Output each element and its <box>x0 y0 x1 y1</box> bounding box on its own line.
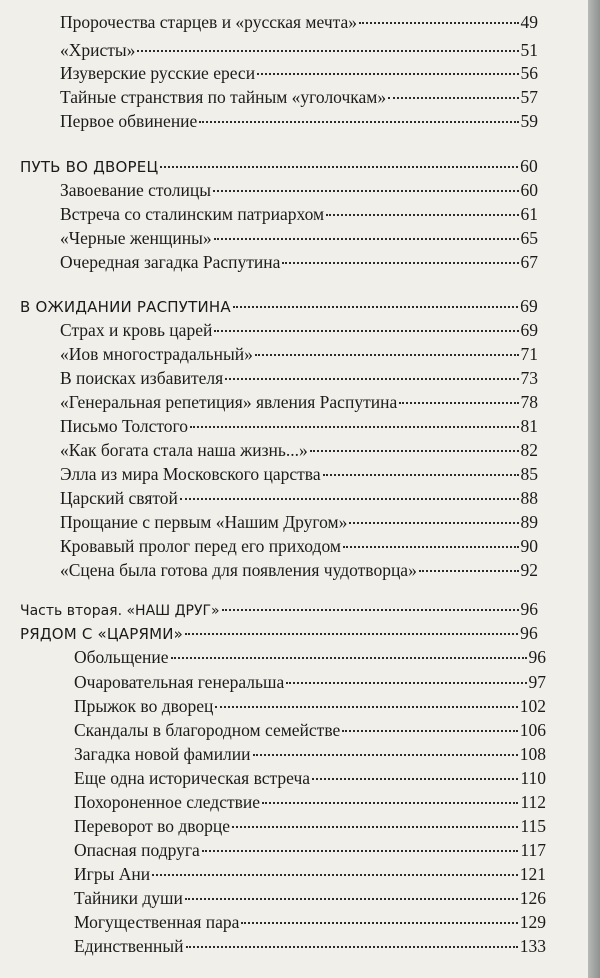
toc-entry <box>60 488 538 512</box>
book-spine-shadow <box>588 0 600 978</box>
toc-entry-title: Кровавый пролог перед его приходом <box>60 536 341 556</box>
toc-entry-title: Первое обвинение <box>60 111 198 131</box>
toc-entry-page: 65 <box>520 228 538 248</box>
toc-entry-title: Загадка новой фамилии <box>74 744 251 764</box>
toc-entry-page: 60 <box>520 180 538 200</box>
toc-entry-title: Тайники души <box>74 888 183 908</box>
toc-leader-dots <box>185 633 518 635</box>
toc-entry <box>60 204 538 228</box>
toc-leader-dots <box>282 262 518 264</box>
toc-entry <box>74 936 546 960</box>
toc-leader-dots <box>399 402 518 404</box>
toc-entry-title: В поисках избавителя <box>60 368 224 388</box>
toc-entry <box>74 840 546 864</box>
toc-entry-page: 121 <box>519 864 546 884</box>
toc-entry-page: 69 <box>520 320 538 340</box>
toc-leader-dots <box>137 50 518 52</box>
toc-leader-dots <box>257 73 518 75</box>
toc-leader-dots <box>190 426 518 428</box>
toc-entry <box>60 440 538 464</box>
toc-leader-dots <box>186 946 518 948</box>
toc-entry-title: «Черные женщины» <box>60 228 212 248</box>
toc-entry-title: Игры Ани <box>74 864 151 884</box>
toc-entry-title: Завоевание столицы <box>60 180 212 200</box>
toc-leader-dots <box>349 522 518 524</box>
toc-entry-page: 110 <box>520 768 546 788</box>
toc-entry-title: Опасная подруга <box>74 840 200 860</box>
toc-entry-page: 117 <box>520 840 546 860</box>
toc-entry-title: Скандалы в благородном семействе <box>74 720 341 740</box>
toc-leader-dots <box>323 474 519 476</box>
toc-entry <box>60 87 538 111</box>
toc-entry <box>60 560 538 584</box>
toc-entry <box>74 792 546 816</box>
toc-section-title: РЯДОМ С «ЦАРЯМИ» <box>20 625 184 643</box>
toc-entry-page: 97 <box>528 672 546 692</box>
toc-entry-page: 92 <box>520 560 538 580</box>
toc-entry <box>60 12 538 36</box>
toc-entry <box>60 320 538 344</box>
toc-entry-title: Письмо Толстого <box>60 416 189 436</box>
toc-section-title: В ОЖИДАНИИ РАСПУТИНА <box>20 298 231 316</box>
toc-entry <box>60 63 538 87</box>
toc-section-page: 69 <box>520 296 538 316</box>
toc-entry-page: 73 <box>520 368 538 388</box>
toc-entry-title: Очаровательная генеральша <box>74 672 285 692</box>
toc-leader-dots <box>222 609 519 611</box>
toc-leader-dots <box>171 657 527 659</box>
toc-leader-dots <box>214 330 518 332</box>
toc-leader-dots <box>160 166 518 168</box>
toc-entry <box>74 888 546 912</box>
toc-entry-title: «Как богата стала наша жизнь...» <box>60 440 308 460</box>
toc-entry <box>60 40 538 64</box>
toc-leader-dots <box>419 570 519 572</box>
toc-entry-page: 61 <box>520 204 538 224</box>
toc-leader-dots <box>225 378 518 380</box>
toc-leader-dots <box>286 682 526 684</box>
toc-leader-dots <box>152 874 518 876</box>
toc-leader-dots <box>241 922 517 924</box>
toc-entry-title: Обольщение <box>74 647 169 667</box>
toc-leader-dots <box>388 97 518 99</box>
toc-entry-title: Прощание с первым «Нашим Другом» <box>60 512 348 532</box>
toc-entry-title: «Сцена была готова для появления чудотворца» <box>60 560 417 580</box>
toc-entry <box>60 416 538 440</box>
toc-entry-title: Страх и кровь царей <box>60 320 213 340</box>
toc-entry-title: Изуверские русские ереси <box>60 63 256 83</box>
toc-entry-page: 59 <box>520 111 538 131</box>
toc-entry-title: Царский святой <box>60 488 178 508</box>
toc-entry-title: «Христы» <box>60 40 136 60</box>
toc-entry <box>74 696 546 720</box>
toc-leader-dots <box>255 354 519 356</box>
toc-entry <box>60 111 538 135</box>
toc-entry-page: 56 <box>520 63 538 83</box>
toc-section-page: 60 <box>520 156 538 176</box>
toc-leader-dots <box>199 121 518 123</box>
toc-entry <box>60 512 538 536</box>
toc-entry <box>74 912 546 936</box>
toc-entry-title: Могущественная пара <box>74 912 240 932</box>
toc-leader-dots <box>253 754 518 756</box>
toc-entry-page: 67 <box>520 252 538 272</box>
toc-entry-title: Еще одна историческая встреча <box>74 768 311 788</box>
toc-entry-page: 89 <box>520 512 538 532</box>
toc-entry <box>60 368 538 392</box>
toc-entry <box>74 720 546 744</box>
toc-entry-page: 82 <box>520 440 538 460</box>
toc-entry-page: 49 <box>520 12 538 32</box>
toc-leader-dots <box>312 778 518 780</box>
toc-entry-page: 102 <box>519 696 546 716</box>
toc-entry-page: 90 <box>520 536 538 556</box>
toc-part-heading <box>20 599 538 623</box>
toc-entry <box>60 464 538 488</box>
toc-entry <box>74 647 546 671</box>
toc-leader-dots <box>202 850 519 852</box>
toc-leader-dots <box>342 730 517 732</box>
toc-entry-title: Пророчества старцев и «русская мечта» <box>60 12 358 32</box>
toc-leader-dots <box>180 498 519 500</box>
toc-entry-title: «Генеральная репетиция» явления Распутина <box>60 392 398 412</box>
toc-entry <box>60 228 538 252</box>
toc-leader-dots <box>262 802 518 804</box>
toc-entry <box>60 252 538 276</box>
toc-entry-page: 85 <box>520 464 538 484</box>
toc-entry-page: 88 <box>520 488 538 508</box>
toc-leader-dots <box>185 898 518 900</box>
toc-leader-dots <box>215 706 517 708</box>
toc-leader-dots <box>213 190 518 192</box>
toc-entry <box>74 672 546 696</box>
toc-entry-title: Прыжок во дворец <box>74 696 214 716</box>
toc-entry-title: Похороненное следствие <box>74 792 261 812</box>
toc-entry-page: 106 <box>519 720 546 740</box>
toc-part-page: 96 <box>520 599 538 619</box>
toc-entry-title: Переворот во дворце <box>74 816 231 836</box>
toc-leader-dots <box>326 214 518 216</box>
toc-entry-title: Встреча со сталинским патриархом <box>60 204 325 224</box>
toc-entry <box>74 816 546 840</box>
toc-leader-dots <box>214 238 519 240</box>
toc-entry <box>60 180 538 204</box>
toc-entry-page: 112 <box>520 792 546 812</box>
toc-entry <box>60 392 538 416</box>
toc-leader-dots <box>232 826 518 828</box>
toc-entry-page: 81 <box>520 416 538 436</box>
toc-section-heading <box>20 623 538 647</box>
toc-leader-dots <box>359 22 518 24</box>
toc-leader-dots <box>310 450 519 452</box>
toc-section-title: ПУТЬ ВО ДВОРЕЦ <box>20 158 159 176</box>
toc-entry-title: Единственный <box>74 936 184 956</box>
toc-entry <box>74 744 546 768</box>
toc-leader-dots <box>233 306 518 308</box>
toc-entry-title: Тайные странствия по тайным «уголочкам» <box>60 87 387 107</box>
toc-entry-title: Очередная загадка Распутина <box>60 252 281 272</box>
toc-section-page: 96 <box>520 623 538 643</box>
toc-entry-title: «Иов многострадальный» <box>60 344 253 364</box>
toc-entry-page: 129 <box>519 912 546 932</box>
toc-section-heading <box>20 296 538 320</box>
toc-entry-title: Элла из мира Московского царства <box>60 464 321 484</box>
toc-entry <box>74 768 546 792</box>
toc-entry-page: 115 <box>520 816 546 836</box>
toc-entry-page: 96 <box>528 647 546 667</box>
toc-entry-page: 78 <box>520 392 538 412</box>
toc-part-title: Часть вторая. «НАШ ДРУГ» <box>20 603 220 619</box>
toc-section-heading <box>20 156 538 180</box>
toc-entry-page: 126 <box>519 888 546 908</box>
toc-entry-page: 71 <box>520 344 538 364</box>
toc-entry-page: 133 <box>519 936 546 956</box>
toc-entry-page: 51 <box>520 40 538 60</box>
toc-entry <box>74 864 546 888</box>
toc-entry <box>60 536 538 560</box>
toc-leader-dots <box>343 546 519 548</box>
toc-entry-page: 108 <box>519 744 546 764</box>
toc-entry-page: 57 <box>520 87 538 107</box>
toc-entry <box>60 344 538 368</box>
